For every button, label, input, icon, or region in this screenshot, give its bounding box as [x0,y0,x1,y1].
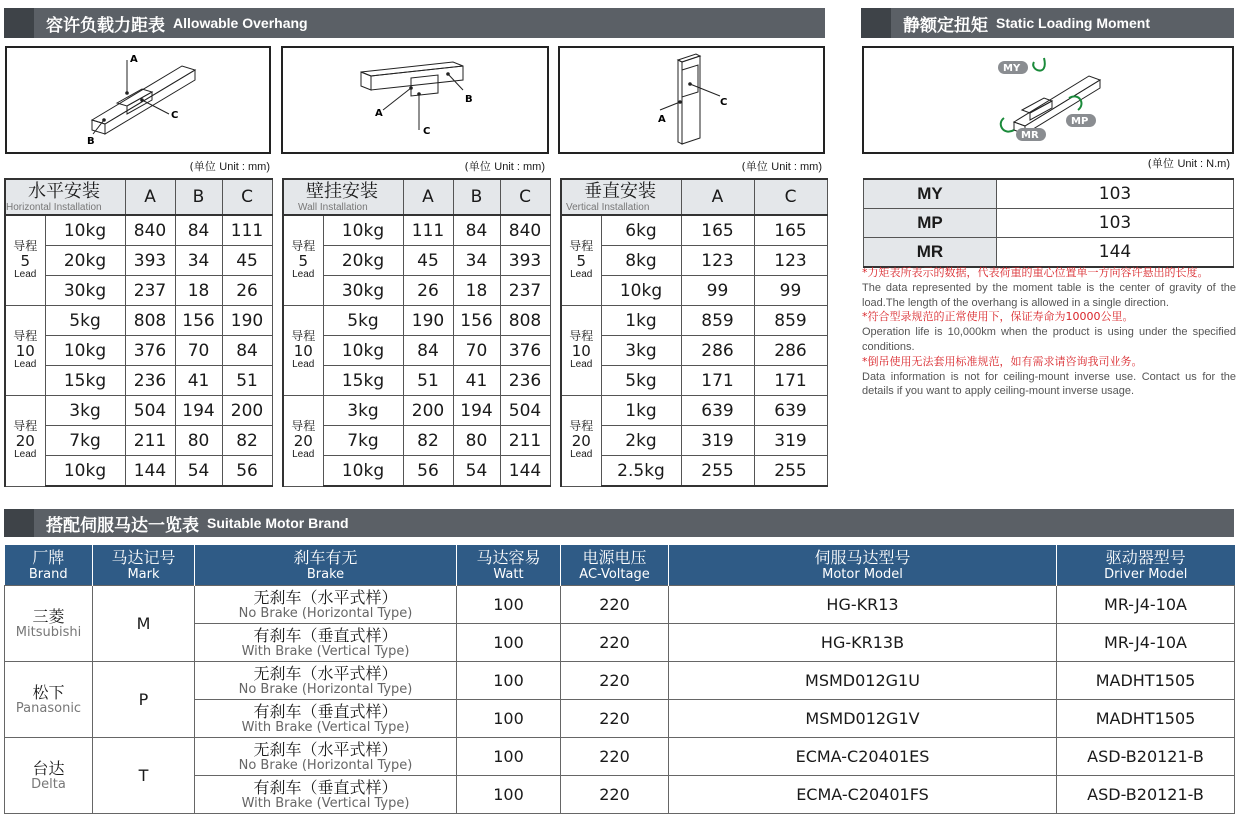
table-row: 导程 10 Lead 1kg 859 859 [561,306,827,336]
table-row: 10kg 376 70 84 [5,336,272,366]
lead-cell: 导程 20 Lead [561,396,601,487]
moment-section-header [861,8,1234,38]
lead-cell: 导程 20 Lead [283,396,323,487]
table-row: 导程 5 Lead 6kg 165 165 [561,215,827,246]
moment-value: 103 [997,179,1234,209]
vertical-header: 垂直安装 Vertical Installation [561,179,681,215]
v-label-a: A [658,114,666,125]
mark-cell: T [93,738,195,814]
mark-header: 马达记号 Mark [93,545,195,586]
w-label-a: A [375,108,383,119]
brake-cell: 有刹车（垂直式样） With Brake (Vertical Type) [195,700,457,738]
table-row: 台达 Delta T 无刹车（水平式样） No Brake (Horizontal Type) 100 220 ECMA-C20401ES ASD-B20121-B [5,738,1235,776]
moment-title-cn: 静额定扭矩 [903,15,988,36]
table-row: 导程 20 Lead 3kg 504 194 200 [5,396,272,426]
vertical-unit: (单位 Unit : mm) [741,160,822,173]
mark-cell: M [93,586,195,662]
motor-brand-table [4,545,1235,814]
table-row: 松下 Panasonic P 无刹车（水平式样） No Brake (Horizontal Type) 100 220 MSMD012G1U MADHT1505 [5,662,1235,700]
overhang-title-en: Allowable Overhang [173,15,308,31]
horizontal-module-drawing [7,48,269,152]
moment-unit: (单位 Unit : N.m) [1147,157,1230,170]
col-b-header: B [175,179,222,215]
motor-section-header [4,509,1234,537]
table-row: 20kg 393 34 45 [5,246,272,276]
note-3-en: Data information is not for ceiling-mount inverse use. Contact us for the details if you want to apply ceiling-mount inverse usage. [862,370,1236,398]
moment-key: MR [864,238,997,268]
my-badge: MY [1003,63,1021,74]
table-row: 导程 5 Lead 10kg 111 84 840 [283,215,550,246]
moment-diagram [862,46,1234,154]
mp-badge: MP [1071,116,1089,127]
table-row: 三菱 Mitsubishi M 无刹车（水平式样） No Brake (Horizontal Type) 100 220 HG-KR13 MR-J4-10A [5,586,1235,624]
col-c-header: C [222,179,272,215]
mark-cell: P [93,662,195,738]
brake-header: 刹车有无 Brake [195,545,457,586]
horizontal-install-diagram [5,46,271,154]
moment-notes [862,266,1236,399]
horizontal-overhang-table [4,178,273,487]
table-row: 30kg 26 18 237 [283,276,550,306]
note-2-en: Operation life is 10,000km when the product is using under the specified conditions. [862,326,1236,353]
table-row: 15kg 236 41 51 [5,366,272,396]
driver-model-header: 驱动器型号 Driver Model [1057,545,1235,586]
moment-title-en: Static Loading Moment [996,15,1150,31]
header-row [5,545,1235,586]
table-row: 10kg 56 54 144 [283,456,550,487]
table-row: 15kg 51 41 236 [283,366,550,396]
wall-overhang-table [282,178,551,487]
brake-cell: 无刹车（水平式样） No Brake (Horizontal Type) [195,662,457,700]
horizontal-unit: (单位 Unit : mm) [189,160,270,173]
w-label-b: B [465,94,473,105]
brake-cell: 无刹车（水平式样） No Brake (Horizontal Type) [195,586,457,624]
vertical-module-drawing [560,48,823,152]
note-3-cn: *倒吊使用无法套用标准规范，如有需求请咨询我司业务。 [862,354,1143,368]
h-label-c: C [171,110,179,121]
lead-cell: 导程 20 Lead [5,396,45,487]
table-row: 2.5kg 255 255 [561,456,827,487]
wall-module-drawing [283,48,547,152]
table-row: 3kg 286 286 [561,336,827,366]
table-row: 5kg 171 171 [561,366,827,396]
moment-module-drawing [864,48,1232,152]
table-row: 8kg 123 123 [561,246,827,276]
brand-cell: 三菱 Mitsubishi [5,586,93,662]
col-a-header: A [125,179,175,215]
table-row: 导程 10 Lead 5kg 808 156 190 [5,306,272,336]
table-row: 导程 10 Lead 5kg 190 156 808 [283,306,550,336]
table-row: 10kg 144 54 56 [5,456,272,487]
wall-install-diagram [281,46,549,154]
moment-value: 144 [997,238,1234,268]
table-row [864,209,1234,238]
h-label-a: A [130,54,138,65]
col-a-header: A [403,179,453,215]
col-c-header: C [754,179,827,215]
brand-cell: 台达 Delta [5,738,93,814]
wall-header: 壁挂安装 Wall Installation [283,179,403,215]
horizontal-header: 水平安装 Horizontal Installation [5,179,125,215]
col-b-header: B [453,179,500,215]
brake-cell: 无刹车（水平式样） No Brake (Horizontal Type) [195,738,457,776]
lead-cell: 导程 5 Lead [561,215,601,306]
lead-cell: 导程 5 Lead [283,215,323,306]
moment-value: 103 [997,209,1234,238]
table-row: 导程 20 Lead 1kg 639 639 [561,396,827,426]
w-label-c: C [423,126,431,137]
mr-badge: MR [1021,130,1039,141]
brake-cell: 有刹车（垂直式样） With Brake (Vertical Type) [195,624,457,662]
table-row: 2kg 319 319 [561,426,827,456]
table-row: 导程 20 Lead 3kg 200 194 504 [283,396,550,426]
table-row: 有刹车（垂直式样） With Brake (Vertical Type) 100 220 HG-KR13B MR-J4-10A [5,624,1235,662]
lead-cell: 导程 10 Lead [283,306,323,396]
brand-header: 厂牌 Brand [5,545,93,586]
wall-unit: (单位 Unit : mm) [464,160,545,173]
moment-key: MY [864,179,997,209]
moment-key: MP [864,209,997,238]
col-c-header: C [500,179,550,215]
brake-cell: 有刹车（垂直式样） With Brake (Vertical Type) [195,776,457,814]
h-label-b: B [87,136,95,147]
table-row: 30kg 237 18 26 [5,276,272,306]
note-1-cn: *力矩表所表示的数据，代表荷重的重心位置单一方向容许悬出的长度。 [862,266,1209,279]
table-row: 导程 5 Lead 10kg 840 84 111 [5,215,272,246]
lead-cell: 导程 10 Lead [561,306,601,396]
motor-title-cn: 搭配伺服马达一览表 [46,515,199,536]
note-1-en: The data represented by the moment table is the center of gravity of the load.The length of the overhang is allowed in a single direction. [862,281,1236,309]
overhang-section-header [4,8,825,38]
v-label-c: C [720,97,728,108]
vertical-install-diagram [558,46,825,154]
table-row: 有刹车（垂直式样） With Brake (Vertical Type) 100 220 ECMA-C20401FS ASD-B20121-B [5,776,1235,814]
brand-cell: 松下 Panasonic [5,662,93,738]
table-row: 20kg 45 34 393 [283,246,550,276]
table-row: 10kg 99 99 [561,276,827,306]
table-row: 10kg 84 70 376 [283,336,550,366]
table-row [864,238,1234,268]
overhang-title-cn: 容许负载力距表 [46,15,165,36]
motor-model-header: 伺服马达型号 Motor Model [669,545,1057,586]
voltage-header: 电源电压 AC-Voltage [561,545,669,586]
lead-cell: 导程 10 Lead [5,306,45,396]
table-row: 有刹车（垂直式样） With Brake (Vertical Type) 100 220 MSMD012G1V MADHT1505 [5,700,1235,738]
vertical-overhang-table [560,178,828,487]
moment-table [863,178,1234,268]
table-row [864,179,1234,209]
table-row: 7kg 82 80 211 [283,426,550,456]
motor-title-en: Suitable Motor Brand [207,515,349,531]
watt-header: 马达容易 Watt [457,545,561,586]
note-2-cn: *符合型录规范的正常使用下，保证寿命为10000公里。 [862,310,1134,324]
lead-cell: 导程 5 Lead [5,215,45,306]
table-row: 7kg 211 80 82 [5,426,272,456]
col-a-header: A [681,179,754,215]
